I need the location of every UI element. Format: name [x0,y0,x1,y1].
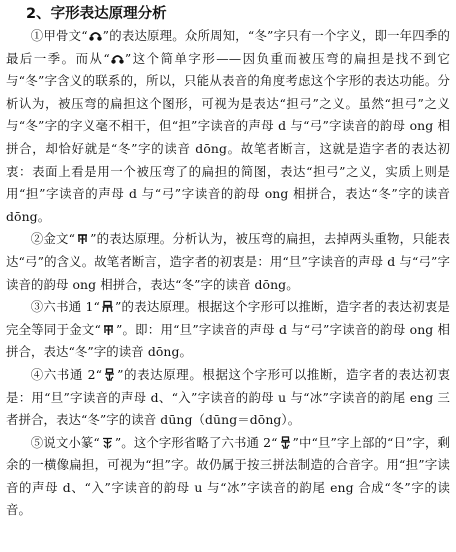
bronze-dong-glyph [76,232,89,245]
paragraph-text: ”的表达原理。分析认为，被压弯的扁担，去掉两头重物，只能表达“弓”的含义。故笔者断言，造字者的初衷是：用“旦”字读音的声母 d 与“弓”字读音的韵母 ong 相拼合，表达“冬”字的读音 dōng。 [6,231,450,292]
body-paragraph [6,364,450,432]
oracle-dong-glyph [89,29,102,42]
paragraph-text: ”的表达原理。根据这个字形可以推断，造字者的表达初衷是完全等同于金文“ [6,299,450,337]
bronze-dong-glyph [102,323,115,336]
paragraph-text: ”的表达原理。根据这个字形可以推断，造字者的表达初衷是：用“旦”字读音的声母 d、“入”字读音的韵母 u 与“冰”字读音的韵尾 eng 三者拼合，表达“冬”字的读音 dūng（dūng＝dōng）。 [6,366,450,428]
paragraph-text: ”这个简单字形——因负重而被压弯的扁担是找不到它与“冬”字含义的联系的，所以，只能从表音的角度考虑这个字形的表达功能。分析认为，被压弯的扁担这个图形，可视为是表达“担弓”之义。虽然“担弓”之义与“冬”字的字义毫不相干，但“担”字读音的声母 d 与“弓”字读音的韵母 ong 相拼合，却恰好就是“冬”字的读音 dōng。故笔者断言，这就是造字者的表达初衷：表面上看是用一个被压弯了的扁担的简图，表达“担弓”之义，实质上则是用“担”字读音的声母 d 与“弓”字读音的韵母 ong 相拼合，表达“冬”字的读音 dōng。 [6,50,451,224]
body-paragraph [6,432,450,522]
body-paragraph [6,25,450,228]
body-paragraph [6,228,450,296]
paragraph-text: ”中“旦”字上部的“日”字，剩余的一横像扁担，可视为“担”字。故仍属于按三拼法制造的合音字。用“担”字读音的声母 d、“入”字读音的韵母 u 与“冰”字读音的韵尾 eng 合成“冬”字的读音。 [6,434,450,518]
liushu1-dong-glyph [101,300,114,313]
seal-dong-glyph [101,436,114,449]
paragraph-list [6,25,450,522]
paragraph-text: ③六书通 1“ [30,299,100,315]
paragraph-text: ⑤说文小篆“ [30,434,100,450]
paragraph-text: ”。即：用“旦”字读音的声母 d 与“弓”字读音的韵母 ong 相拼合，表达“冬”字的读音 dōng。 [6,321,451,360]
document-body [6,3,450,522]
liushu2-dong-glyph [279,436,292,449]
paragraph-text: ”的表达原理。众所周知，“冬”字只有一个字义，即一年四季的最后一季。而从“ [6,28,450,66]
liushu2-dong-glyph [103,368,116,381]
body-paragraph [6,296,450,364]
oracle-dong-glyph [111,52,124,65]
paragraph-text: ①甲骨文“ [30,28,88,43]
paragraph-text: ”。这个字形省略了六书通 2“ [114,434,278,450]
section-heading: 2、字形表达原理分析 [26,6,167,22]
paragraph-text: ④六书通 2“ [30,366,103,382]
paragraph-text: ②金文“ [30,231,76,247]
